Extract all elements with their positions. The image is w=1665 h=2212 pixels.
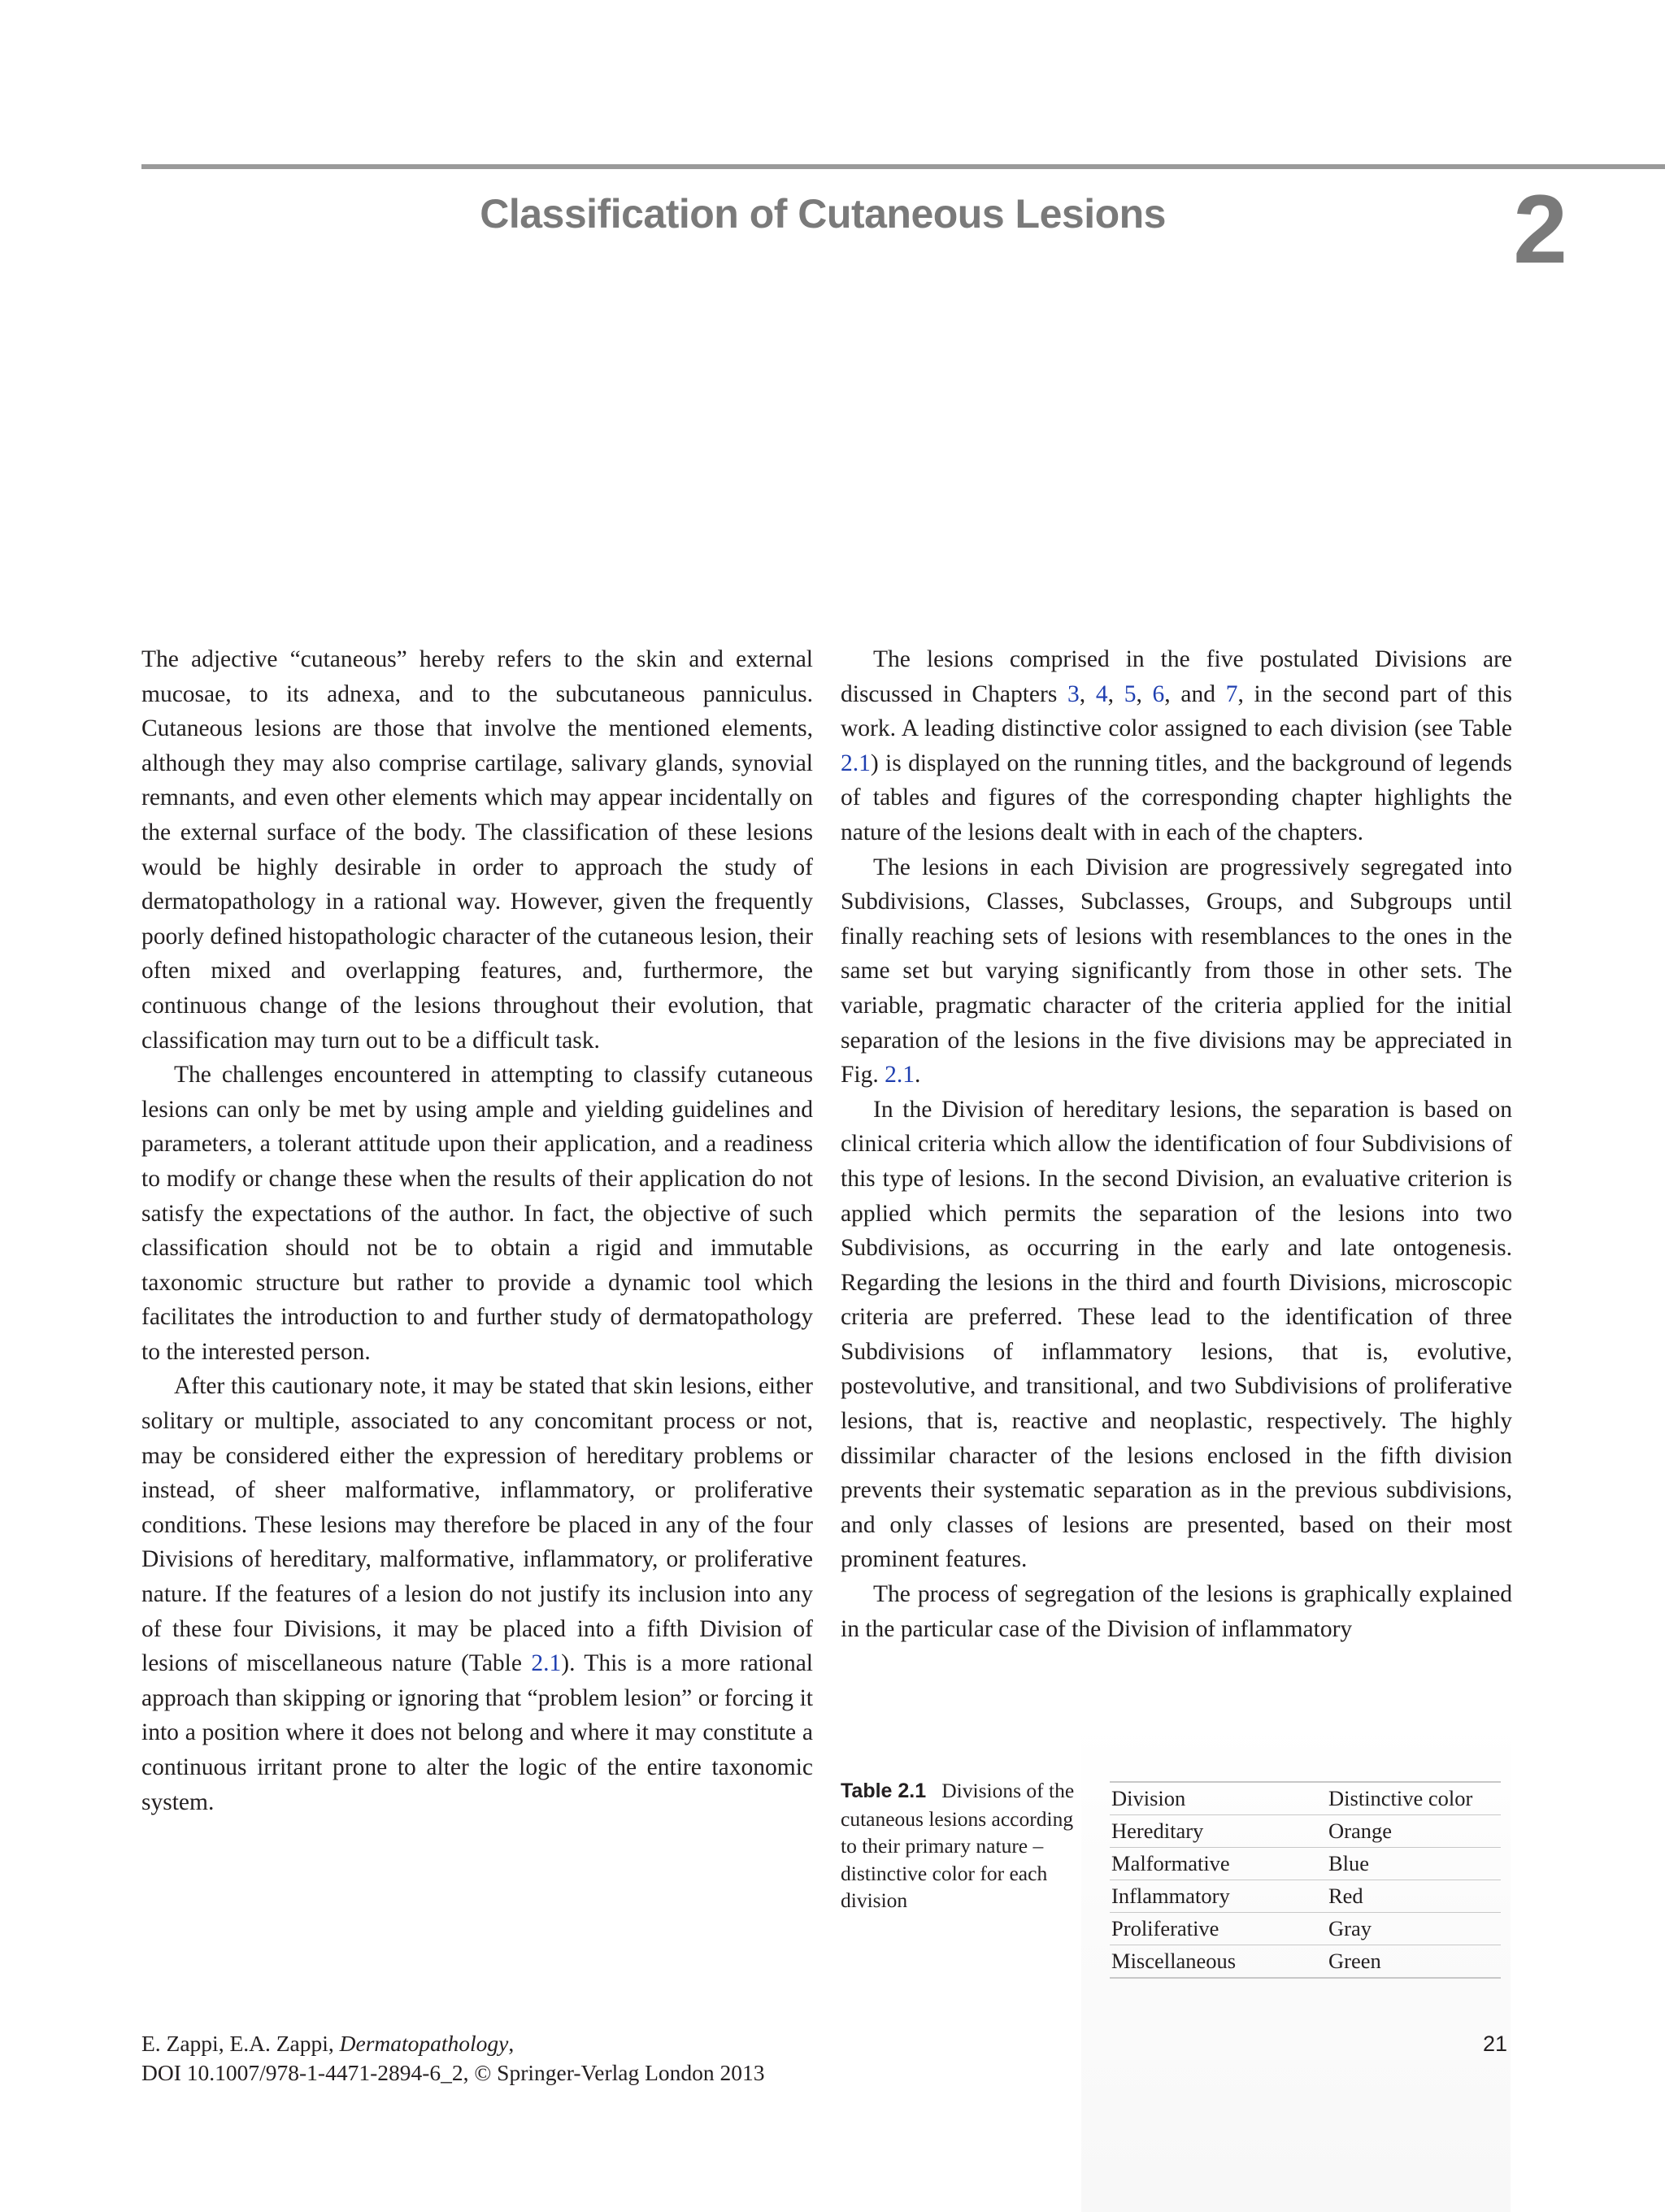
color-cell: Green — [1327, 1945, 1501, 1979]
chapter-title: Classification of Cutaneous Lesions — [480, 191, 1166, 237]
color-cell: Gray — [1327, 1913, 1501, 1945]
right-paragraph-2-text: The lesions in each Division are progressively segregated into Subdivisions, Classes, Subclasses, Groups, and Subgroups until finally reaching sets of lesions with resemblances to the ones in the same set but varying significantly from those in other sets. The variable, pragmatic character of the criteria applied for the initial separation of the lesions in the five divisions may be appreciated in Fig. — [841, 854, 1512, 1089]
right-paragraph-1-text-b: , in the second part of this work. A leading distinctive color assigned to each division (see Table — [841, 680, 1513, 742]
chapter-4-link[interactable]: 4 — [1095, 680, 1108, 707]
citation-comma: , — [508, 2031, 515, 2056]
chapter-6-link[interactable]: 6 — [1152, 680, 1165, 707]
color-cell: Orange — [1327, 1815, 1501, 1848]
table-header-color: Distinctive color — [1327, 1782, 1501, 1815]
table-row — [1110, 1913, 1501, 1945]
chapter-number: 2 — [1513, 175, 1567, 284]
chapter-7-link[interactable]: 7 — [1225, 680, 1238, 707]
table-header-division: Division — [1110, 1782, 1327, 1815]
right-paragraph-1-text-a: The lesions comprised in the five postulated Divisions are discussed in Chapters — [841, 646, 1512, 707]
right-paragraph-2: The lesions in each Division are progressively segregated into Subdivisions, Classes, Subclasses, Groups, and Subgroups until finally reaching sets of lesions with resemblances to the ones in the same set but varying significantly from those in other sets. The variable, pragmatic character of the criteria applied for the initial separation of the lesions in the five divisions may be appreciated in Fig. 2.1. — [841, 854, 1512, 1089]
left-paragraph-3-text-a: After this cautionary note, it may be stated that skin lesions, either solitary or multiple, associated to any concomitant process or not, may be considered either the expression of hereditary problems or instead, of sheer malformative, inflammatory, or proliferative conditions. These lesions may therefore be placed in any of the four Divisions of hereditary, malformative, inflammatory, or proliferative nature. If the features of a lesion do not justify its inclusion into any of these four Divisions, it may be placed into a fifth Division of lesions of miscellaneous nature (Table — [141, 1373, 813, 1677]
table-caption — [841, 1777, 1085, 1914]
division-cell: Hereditary — [1110, 1815, 1327, 1848]
division-cell: Malformative — [1110, 1848, 1327, 1880]
table-2-1-link[interactable]: 2.1 — [841, 750, 871, 776]
table-row — [1110, 1815, 1501, 1848]
left-paragraph-1: The adjective “cutaneous” hereby refers to the skin and external mucosae, to its adnexa, and to the subcutaneous panniculus. Cutaneous lesions are those that involve the mentioned elements, although they may also comprise cartilage, salivary glands, synovial remnants, and even other elements which may appear incidentally on the external surface of the body. The classification of these lesions would be highly desirable in order to approach the study of dermatopathology in a rational way. However, given the frequently poorly defined histopathologic character of the cutaneous lesion, their often mixed and overlapping features, and, furthermore, the continuous change of the lesions throughout their evolution, that classification may turn out to be a difficult task. — [141, 646, 813, 1054]
table-header-row — [1110, 1782, 1501, 1815]
right-paragraph-3: In the Division of hereditary lesions, the separation is based on clinical criteria which allow the identification of four Subdivisions of this type of lesions. In the second Division, an evaluative criterion is applied which permits the separation of the lesions into two Subdivisions, as occurring in the early and late ontogenesis. Regarding the lesions in the third and fourth Divisions, microscopic criteria are preferred. These lead to the identification of three Subdivisions of inflammatory lesions, that is, evolutive, postevolutive, and transitional, and two Subdivisions of proliferative lesions, that is, reactive and neoplastic, respectively. The highly dissimilar character of the lesions enclosed in the fifth division prevents their systematic separation as in the previous subdivisions, and only classes of lesions are presented, based on their most prominent features. — [841, 1096, 1512, 1573]
page-footer — [141, 2029, 1507, 2088]
left-paragraph-2: The challenges encountered in attempting to classify cutaneous lesions can only be met by using ample and yielding guidelines and parameters, a tolerant attitude upon their application, and a readiness to modify or change these when the results of their application do not satisfy the expectations of the author. In fact, the objective of such classification should not be to obtain a rigid and immutable taxonomic structure but rather to provide a dynamic tool which facilitates the introduction to and further study of dermatopathology to the interested person. — [141, 1062, 813, 1365]
left-paragraph-3-text-b: ). This is a more rational approach than skipping or ignoring that “problem lesion” or forcing it into a position where it does not belong and where it may constitute a continuous irritant prone to alter the logic of the entire taxonomic system. — [141, 1650, 814, 1815]
table-row — [1110, 1945, 1501, 1979]
right-column — [841, 642, 1512, 1646]
figure-2-1-link[interactable]: 2.1 — [885, 1062, 915, 1089]
division-cell: Inflammatory — [1110, 1880, 1327, 1913]
left-paragraph-3 — [141, 1369, 813, 1819]
doi-line: DOI 10.1007/978-1-4471-2894-6_2, © Springer-Verlag London 2013 — [141, 2060, 765, 2085]
table-row — [1110, 1880, 1501, 1913]
chapter-5-link[interactable]: 5 — [1124, 680, 1137, 707]
left-column — [141, 642, 813, 1819]
page-number: 21 — [1482, 2032, 1507, 2056]
table-label: Table 2.1 — [841, 1780, 927, 1802]
right-paragraph-1: The lesions comprised in the five postulated Divisions are discussed in Chapters 3, 4, 5, 6, and 7, in the second part of this work. A leading distinctive color assigned to each division (see Table 2.1) is displayed on the running titles, and the background of legends of tables and figures of the corresponding chapter highlights the nature of the lesions dealt with in each of the chapters. — [841, 646, 1513, 845]
division-cell: Proliferative — [1110, 1913, 1327, 1945]
table-2-1-link[interactable]: 2.1 — [531, 1650, 562, 1677]
color-cell: Red — [1327, 1880, 1501, 1913]
table-row — [1110, 1848, 1501, 1880]
color-cell: Blue — [1327, 1848, 1501, 1880]
citation-book-title: Dermatopathology — [339, 2031, 509, 2056]
divisions-table — [1110, 1781, 1501, 1979]
citation-line — [141, 2029, 1507, 2058]
right-paragraph-4: The process of segregation of the lesions is graphically explained in the particular case of the Division of inflammatory — [841, 1581, 1512, 1642]
chapter-3-link[interactable]: 3 — [1067, 680, 1080, 707]
citation-authors: E. Zappi, E.A. Zappi, — [141, 2031, 340, 2056]
table-caption-text: Divisions of the cutaneous lesions according to their primary nature – distinctive color for each division — [841, 1779, 1075, 1912]
right-paragraph-1-text-c: ) is displayed on the running titles, and the background of legends of tables and figures of the corresponding chapter highlights the nature of the lesions dealt with in each of the chapters. — [841, 750, 1512, 845]
division-cell: Miscellaneous — [1110, 1945, 1327, 1979]
header-rule — [141, 164, 1665, 169]
